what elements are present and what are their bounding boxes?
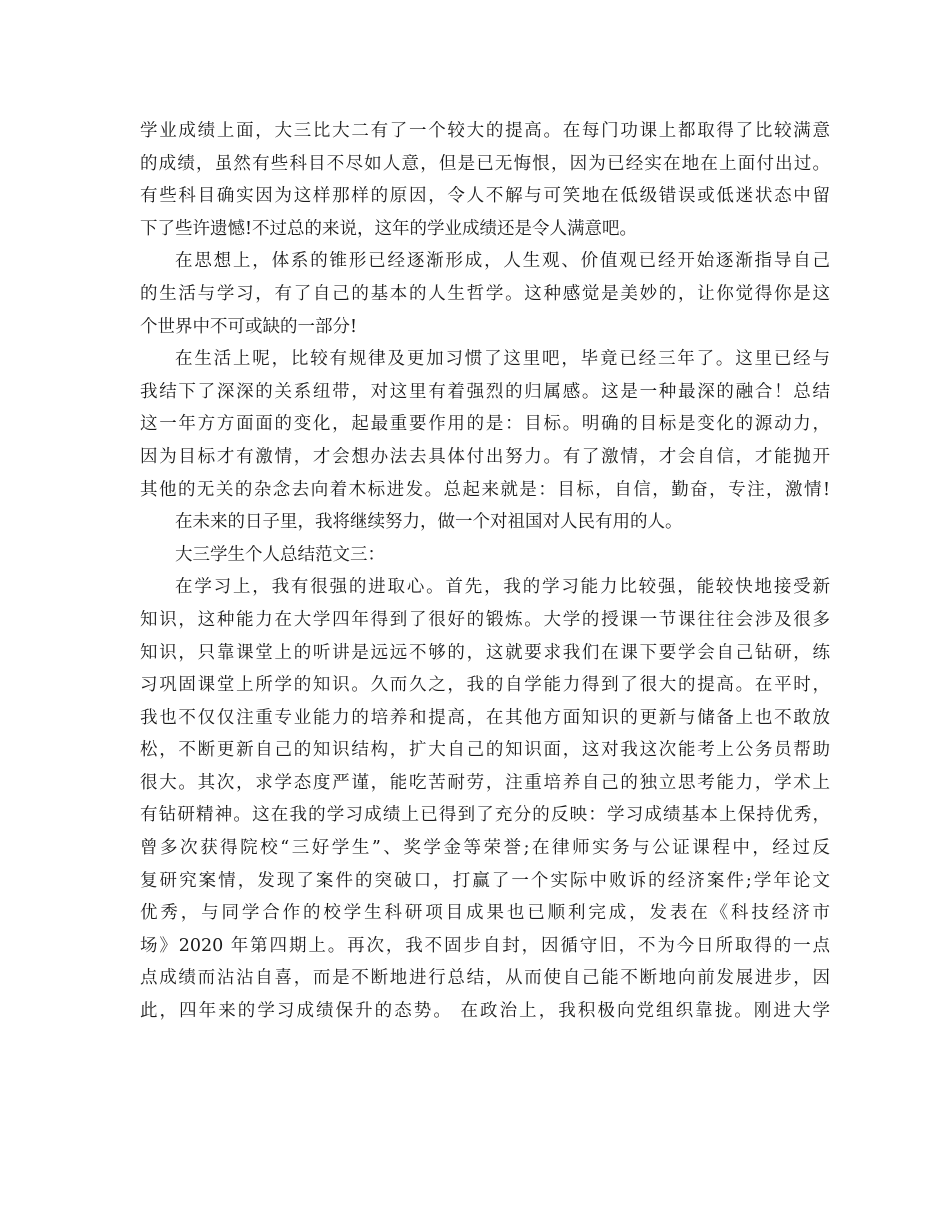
text-line: 大三学生个人总结范文三： xyxy=(175,544,385,565)
text-line: 此，四年来的学习成绩保升的态势。 在政治上，我积极向党组织靠拢。刚进大学 xyxy=(140,1001,830,1022)
text-line: 复研究案情，发现了案件的突破口，打赢了一个实际中败诉的经济案件;学年论文 xyxy=(140,870,830,891)
text-line: 的生活与学习，有了自己的基本的人生哲学。这种感觉是美妙的，让你觉得你是这 xyxy=(140,283,830,304)
text-line: 因为目标才有激情，才会想办法去具体付出努力。有了激情，才会自信，才能抛开 xyxy=(140,446,830,467)
text-line: 我也不仅仅注重专业能力的培养和提高，在其他方面知识的更新与储备上也不敢放 xyxy=(140,707,830,728)
text-line: 习巩固课堂上所学的知识。久而久之，我的自学能力得到了很大的提高。在平时， xyxy=(140,675,830,696)
text-line: 很大。其次，求学态度严谨，能吃苦耐劳，注重培养自己的独立思考能力，学术上 xyxy=(140,772,830,793)
text-line: 的成绩，虽然有些科目不尽如人意，但是已无悔恨，因为已经实在地在上面付出过。 xyxy=(140,153,830,174)
text-line: 知识，只靠课堂上的听讲是远远不够的，这就要求我们在课下要学会自己钻研，练 xyxy=(140,642,830,663)
text-line: 场》2020 年第四期上。再次，我不固步自封，因循守旧，不为今日所取得的一点 xyxy=(140,935,830,956)
text-line: 在学习上，我有很强的进取心。首先，我的学习能力比较强，能较快地接受新 xyxy=(175,577,830,598)
text-line: 学业成绩上面，大三比大二有了一个较大的提高。在每门功课上都取得了比较满意 xyxy=(140,121,830,141)
text-line: 这一年方方面面的变化，起最重要作用的是：目标。明确的目标是变化的源动力， xyxy=(140,414,830,435)
text-line: 下了些许遗憾!不过总的来说，这年的学业成绩还是令人满意吧。 xyxy=(140,218,638,239)
text-line: 知识，这种能力在大学四年得到了很好的锻炼。大学的授课一节课往往会涉及很多 xyxy=(140,609,830,630)
text-line: 在思想上，体系的锥形已经逐渐形成，人生观、价值观已经开始逐渐指导自己 xyxy=(175,251,830,272)
text-line: 个世界中不可或缺的一部分! xyxy=(140,316,358,337)
text-line: 松，不断更新自己的知识结构，扩大自己的知识面，这对我这次能考上公务员帮助 xyxy=(140,740,830,761)
text-line: 曾多次获得院校“三好学生”、奖学金等荣誉;在律师实务与公证课程中，经过反 xyxy=(140,838,830,859)
text-line: 点成绩而沾沾自喜，而是不断地进行总结，从而使自己能不断地向前发展进步，因 xyxy=(140,968,830,989)
text-line: 在生活上呢，比较有规律及更加习惯了这里吧，毕竟已经三年了。这里已经与 xyxy=(175,349,830,370)
text-line: 优秀，与同学合作的校学生科研项目成果也已顺利完成，发表在《科技经济市 xyxy=(140,903,830,924)
text-line: 有钻研精神。这在我的学习成绩上已得到了充分的反映：学习成绩基本上保持优秀， xyxy=(140,805,830,826)
text-line: 我结下了深深的关系纽带，对这里有着强烈的归属感。这是一种最深的融合！总结 xyxy=(140,381,830,402)
text-line: 有些科目确实因为这样那样的原因，令人不解与可笑地在低级错误或低迷状态中留 xyxy=(140,186,830,207)
text-line: 在未来的日子里，我将继续努力，做一个对祖国对人民有用的人。 xyxy=(175,512,683,533)
text-line: 其他的无关的杂念去向着木标进发。总起来就是：目标，自信，勤奋，专注，激情! xyxy=(140,479,830,500)
document-body xyxy=(140,115,830,1028)
